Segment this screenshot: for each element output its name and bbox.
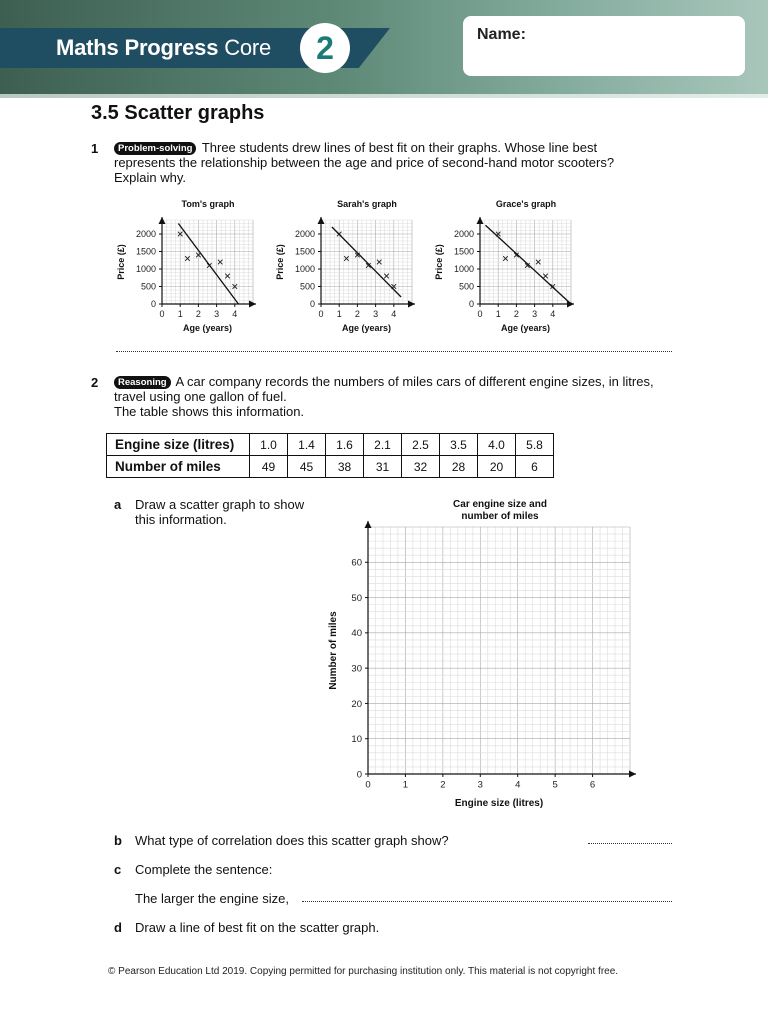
q2-number: 2 xyxy=(91,375,99,390)
series-name: Maths Progress xyxy=(56,35,219,60)
chart-title: number of miles xyxy=(461,511,539,522)
y-axis-label: Price (£) xyxy=(434,244,444,280)
book-number: 2 xyxy=(300,23,350,73)
q1-answer-line[interactable] xyxy=(116,351,672,352)
engine-scatter-graph[interactable] xyxy=(320,494,650,821)
y-tick-label: 10 xyxy=(351,734,362,746)
q2-line1: A car company records the numbers of miles cars of different engine sizes, in litres, xyxy=(175,374,654,389)
part-d-text: Draw a line of best fit on the scatter graph. xyxy=(135,920,380,935)
y-tick-label: 1000 xyxy=(294,264,315,275)
x-tick-label: 4 xyxy=(232,309,238,319)
table-cell: 20 xyxy=(478,456,516,478)
x-axis-label: Engine size (litres) xyxy=(454,798,544,809)
x-tick-label: 3 xyxy=(214,309,220,319)
q1-line1: Three students drew lines of best fit on their graphs. Whose line best xyxy=(201,140,598,155)
y-tick-label: 30 xyxy=(351,663,362,675)
part-c-sentence: The larger the engine size, xyxy=(135,891,289,906)
chart-title: Tom's graph xyxy=(181,199,235,209)
y-axis-label: Price (£) xyxy=(116,244,126,280)
part-a-text xyxy=(135,497,304,527)
grace-graph-svg xyxy=(430,195,580,337)
table-cell: 45 xyxy=(288,456,326,478)
part-a-label: a xyxy=(114,497,122,512)
x-tick-label: 1 xyxy=(402,779,409,791)
part-c-text: Complete the sentence: xyxy=(135,862,273,877)
x-tick-label: 4 xyxy=(391,309,397,319)
table-cell: 5.8 xyxy=(516,434,554,456)
graph-sarah xyxy=(271,195,421,342)
graph-grace xyxy=(430,195,580,342)
y-tick-label: 1000 xyxy=(135,264,156,275)
table-cell: 4.0 xyxy=(478,434,516,456)
x-tick-label: 1 xyxy=(177,309,183,319)
x-tick-label: 3 xyxy=(532,309,538,319)
line-of-best-fit xyxy=(178,224,238,305)
table-cell: 1.6 xyxy=(326,434,364,456)
x-axis-arrow xyxy=(249,301,256,308)
chart-title: Car engine size and xyxy=(453,499,547,510)
q2-line3: The table shows this information. xyxy=(114,404,305,419)
x-tick-label: 2 xyxy=(354,309,360,319)
x-tick-label: 1 xyxy=(336,309,342,319)
q1-line3: Explain why. xyxy=(114,170,187,185)
y-tick-label: 1500 xyxy=(294,246,315,257)
series-level: Core xyxy=(224,35,272,60)
x-tick-label: 5 xyxy=(552,779,558,791)
x-axis-label: Age (years) xyxy=(500,323,551,333)
sarah-graph-svg xyxy=(271,195,421,337)
part-b-answer-line[interactable] xyxy=(588,843,672,844)
reasoning-tag: Reasoning xyxy=(114,376,171,389)
y-axis-arrow xyxy=(477,217,484,224)
q1-text xyxy=(114,140,694,185)
x-tick-label: 3 xyxy=(373,309,379,319)
table-row xyxy=(107,434,554,456)
engine-graph-svg[interactable] xyxy=(320,494,650,816)
table-header-miles: Number of miles xyxy=(107,456,250,478)
series-title xyxy=(56,35,271,61)
y-tick-label: 1000 xyxy=(453,264,474,275)
problem-solving-tag: Problem-solving xyxy=(114,142,196,155)
y-tick-label: 1500 xyxy=(135,246,156,257)
x-tick-label: 2 xyxy=(440,779,446,791)
table-cell: 2.1 xyxy=(364,434,402,456)
x-tick-label: 0 xyxy=(318,309,324,319)
y-axis-label: Price (£) xyxy=(275,244,285,280)
y-tick-label: 500 xyxy=(140,281,156,292)
q2-line2: travel using one gallon of fuel. xyxy=(114,389,287,404)
y-tick-label: 2000 xyxy=(453,229,474,240)
part-c-label: c xyxy=(114,862,122,877)
y-axis-label: Number of miles xyxy=(328,611,339,690)
x-tick-label: 4 xyxy=(550,309,556,319)
table-cell: 28 xyxy=(440,456,478,478)
table-cell: 1.0 xyxy=(250,434,288,456)
table-cell: 2.5 xyxy=(402,434,440,456)
y-tick-label: 500 xyxy=(299,281,315,292)
part-b-label: b xyxy=(114,833,122,848)
part-d-label: d xyxy=(114,920,122,935)
table-cell: 32 xyxy=(402,456,440,478)
y-tick-label: 2000 xyxy=(135,229,156,240)
y-tick-label: 500 xyxy=(458,281,474,292)
y-tick-label: 60 xyxy=(351,557,362,569)
copyright-footer: © Pearson Education Ltd 2019. Copying permitted for purchasing institution only. This material is not copyright free. xyxy=(108,966,619,977)
x-tick-label: 2 xyxy=(195,309,201,319)
y-tick-label: 2000 xyxy=(294,229,315,240)
x-tick-label: 0 xyxy=(159,309,165,319)
x-tick-label: 0 xyxy=(365,779,371,791)
y-axis-arrow xyxy=(365,521,372,528)
x-tick-label: 2 xyxy=(513,309,519,319)
y-tick-label: 0 xyxy=(356,769,362,781)
x-axis-arrow xyxy=(629,771,636,778)
chart-title: Grace's graph xyxy=(495,199,557,209)
tom-graph-svg xyxy=(112,195,262,337)
table-row xyxy=(107,456,554,478)
part-b-text: What type of correlation does this scatter graph show? xyxy=(135,833,449,848)
x-tick-label: 6 xyxy=(589,779,596,791)
x-axis-arrow xyxy=(408,301,415,308)
x-tick-label: 0 xyxy=(477,309,483,319)
part-a-line2: this information. xyxy=(135,512,227,527)
name-label: Name: xyxy=(477,26,526,43)
x-axis-label: Age (years) xyxy=(182,323,233,333)
part-a-line1: Draw a scatter graph to show xyxy=(135,497,305,512)
y-axis-arrow xyxy=(318,217,325,224)
table-cell: 3.5 xyxy=(440,434,478,456)
x-tick-label: 4 xyxy=(515,779,521,791)
x-axis-label: Age (years) xyxy=(341,323,392,333)
x-tick-label: 3 xyxy=(477,779,483,791)
y-tick-label: 40 xyxy=(351,628,362,640)
chart-title: Sarah's graph xyxy=(337,199,397,209)
q1-number: 1 xyxy=(91,141,99,156)
y-tick-label: 50 xyxy=(351,592,362,604)
table-cell: 1.4 xyxy=(288,434,326,456)
q2-text xyxy=(114,374,694,419)
y-tick-label: 0 xyxy=(468,299,474,310)
graph-tom xyxy=(112,195,262,342)
y-tick-label: 20 xyxy=(351,698,362,710)
table-cell: 38 xyxy=(326,456,364,478)
y-tick-label: 0 xyxy=(150,299,156,310)
y-tick-label: 1500 xyxy=(453,246,474,257)
x-tick-label: 1 xyxy=(495,309,501,319)
section-title: 3.5 Scatter graphs xyxy=(91,102,265,124)
name-field[interactable] xyxy=(463,16,745,76)
table-cell: 49 xyxy=(250,456,288,478)
table-cell: 31 xyxy=(364,456,402,478)
q1-line2: represents the relationship between the age and price of second-hand motor scooters? xyxy=(114,155,615,170)
y-axis-arrow xyxy=(159,217,166,224)
header-strip xyxy=(0,94,768,98)
table-cell: 6 xyxy=(516,456,554,478)
engine-data-table xyxy=(106,433,554,478)
y-tick-label: 0 xyxy=(309,299,315,310)
part-c-answer-line[interactable] xyxy=(302,901,672,902)
table-header-engine: Engine size (litres) xyxy=(107,434,250,456)
